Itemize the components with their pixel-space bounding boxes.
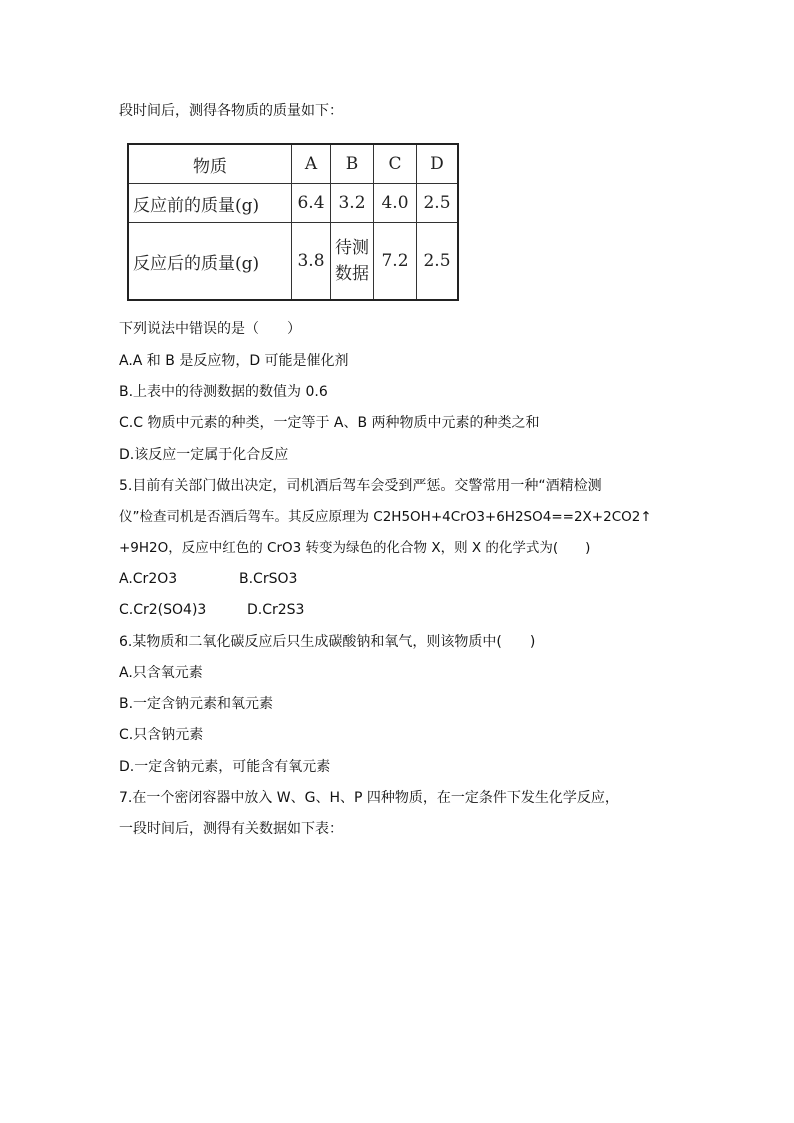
pending-line-1: 待测 [335,238,369,258]
table-header-cell: 物质 [128,144,292,184]
q7-line-2: 一段时间后，测得有关数据如下表： [119,821,343,837]
table-row [128,223,458,301]
mass-table [127,143,459,301]
table-cell-pending [331,223,374,301]
table-cell: 2.5 [417,184,459,223]
q4-option-d: D.该反应一定属于化合反应 [119,447,289,463]
q7-line-1: 7.在一个密闭容器中放入 W、G、H、P 四种物质，在一定条件下发生化学反应， [119,790,619,806]
table-cell: 7.2 [374,223,417,301]
q6-option-a: A.只含氧元素 [119,665,203,681]
table-cell: 反应后的质量(g) [128,223,292,301]
table-row [128,184,458,223]
table-header-cell: A [292,144,331,184]
q6-stem: 6.某物质和二氧化碳反应后只生成碳酸钠和氧气，则该物质中( ) [119,634,536,650]
q5-option-a: A.Cr2O3 [119,571,178,587]
intro-text: 段时间后，测得各物质的质量如下： [119,103,343,119]
pending-line-2: 数据 [335,264,369,284]
table-cell: 反应前的质量(g) [128,184,292,223]
q5-option-c: C.Cr2(SO4)3 [119,602,207,618]
q4-stem: 下列说法中错误的是（ ） [119,321,301,337]
q5-line-1: 5.目前有关部门做出决定，司机酒后驾车会受到严惩。交警常用一种“酒精检测 [119,478,602,494]
table-header-cell: C [374,144,417,184]
table-cell: 3.2 [331,184,374,223]
table-cell: 3.8 [292,223,331,301]
table-header-cell: B [331,144,374,184]
q6-option-c: C.只含钠元素 [119,727,204,743]
q5-option-d: D.Cr2S3 [247,602,305,618]
q4-option-b: B.上表中的待测数据的数值为 0.6 [119,384,328,400]
table-header-row [128,144,458,184]
q5-line-2: 仪”检查司机是否酒后驾车。其反应原理为 C2H5OH+4CrO3+6H2SO4==2X+2CO2↑ [119,509,652,525]
table-cell: 2.5 [417,223,459,301]
q4-option-a: A.A 和 B 是反应物，D 可能是催化剂 [119,353,349,369]
q5-line-3: +9H2O，反应中红色的 CrO3 转变为绿色的化合物 X，则 X 的化学式为( ) [119,540,591,556]
q4-option-c: C.C 物质中元素的种类，一定等于 A、B 两种物质中元素的种类之和 [119,415,540,431]
table-cell: 6.4 [292,184,331,223]
q6-option-b: B.一定含钠元素和氧元素 [119,696,274,712]
q5-option-b: B.CrSO3 [239,571,298,587]
table-header-cell: D [417,144,459,184]
table-cell: 4.0 [374,184,417,223]
q6-option-d: D.一定含钠元素，可能含有氧元素 [119,759,331,775]
